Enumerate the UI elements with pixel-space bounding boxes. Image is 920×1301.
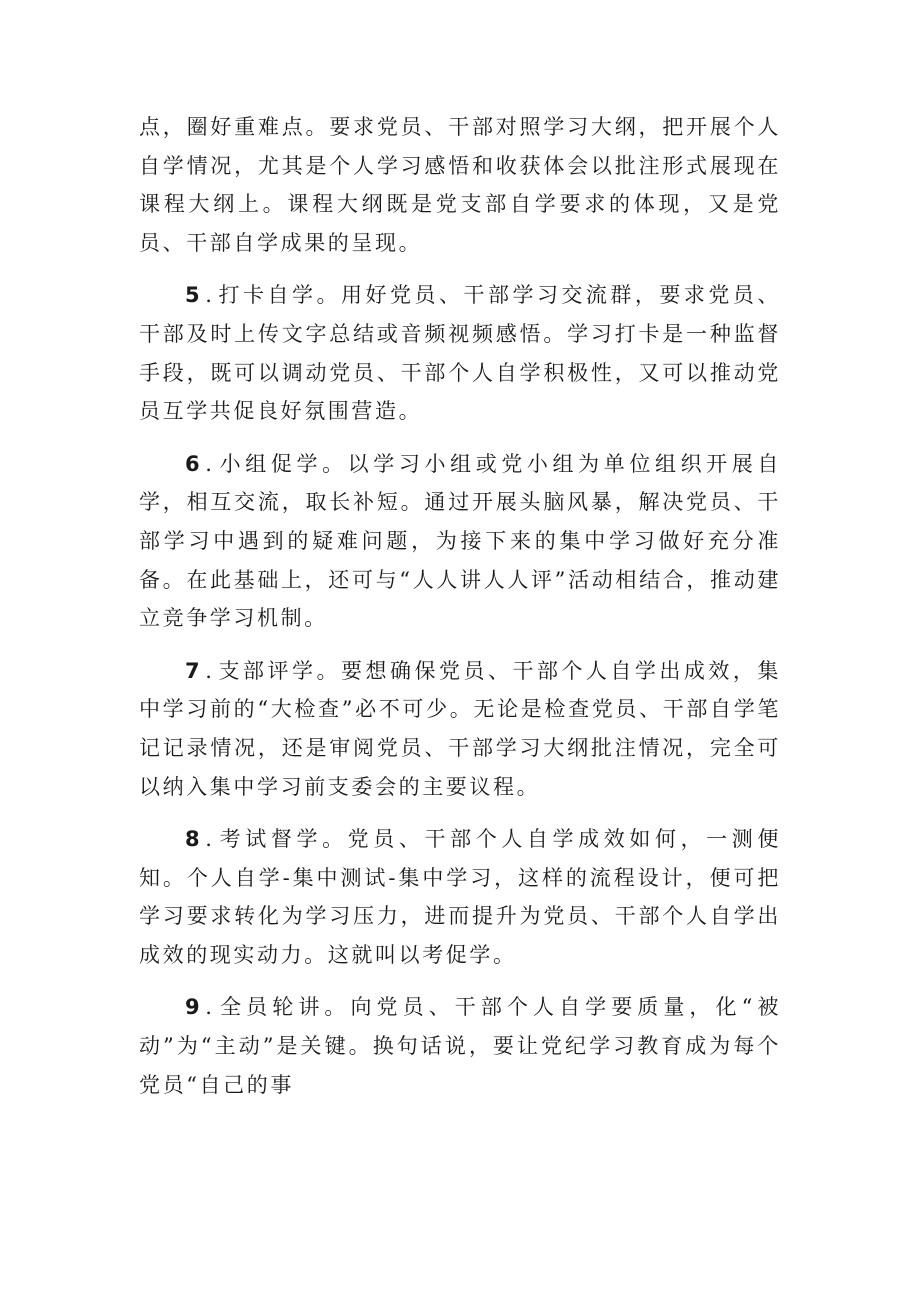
paragraph-text: 考试督学。党员、干部个人自学成效如何，一测便知。个人自学-集中测试-集中学习，这样的流程设计，便可把学习要求转化为学习压力，进而提升为党员、干部个人自学出成效的现实动力。这就叫以考促学。 xyxy=(139,827,781,967)
item-separator: . xyxy=(205,658,212,683)
item-separator: . xyxy=(205,283,212,308)
item-number: 6 xyxy=(185,451,200,476)
paragraph-item-6 xyxy=(139,445,781,638)
paragraph-item-7 xyxy=(139,652,781,806)
paragraph-text: 点，圈好重难点。要求党员、干部对照学习大纲，把开展个人自学情况，尤其是个人学习感悟和收获体会以批注形式展现在课程大纲上。课程大纲既是党支部自学要求的体现，又是党员、干部自学成果的呈现。 xyxy=(139,115,781,255)
item-separator: . xyxy=(205,451,212,476)
item-separator: . xyxy=(205,827,212,852)
item-number: 9 xyxy=(185,995,200,1020)
item-number: 8 xyxy=(185,827,200,852)
item-number: 5 xyxy=(185,283,200,308)
paragraph-continuation xyxy=(139,108,781,262)
paragraph-text: 全员轮讲。向党员、干部个人自学要质量，化“被动”为“主动”是关键。换句话说，要让党纪学习教育成为每个党员“自己的事 xyxy=(139,995,781,1097)
paragraph-text: 支部评学。要想确保党员、干部个人自学出成效，集中学习前的“大检查”必不可少。无论是检查党员、干部自学笔记记录情况，还是审阅党员、干部学习大纲批注情况，完全可以纳入集中学习前支委会的主要议程。 xyxy=(139,658,781,799)
paragraph-text: 打卡自学。用好党员、干部学习交流群，要求党员、干部及时上传文字总结或音频视频感悟。学习打卡是一种监督手段，既可以调动党员、干部个人自学积极性，又可以推动党员互学共促良好氛围营造。 xyxy=(139,283,781,424)
item-number: 7 xyxy=(185,658,200,683)
paragraph-item-8 xyxy=(139,820,781,974)
item-separator: . xyxy=(205,995,212,1020)
paragraph-text: 小组促学。以学习小组或党小组为单位组织开展自学，相互交流，取长补短。通过开展头脑风暴，解决党员、干部学习中遇到的疑难问题，为接下来的集中学习做好充分准备。在此基础上，还可与“人人讲人人评”活动相结合，推动建立竞争学习机制。 xyxy=(139,451,781,631)
paragraph-item-5 xyxy=(139,276,781,430)
paragraph-item-9 xyxy=(139,988,781,1104)
